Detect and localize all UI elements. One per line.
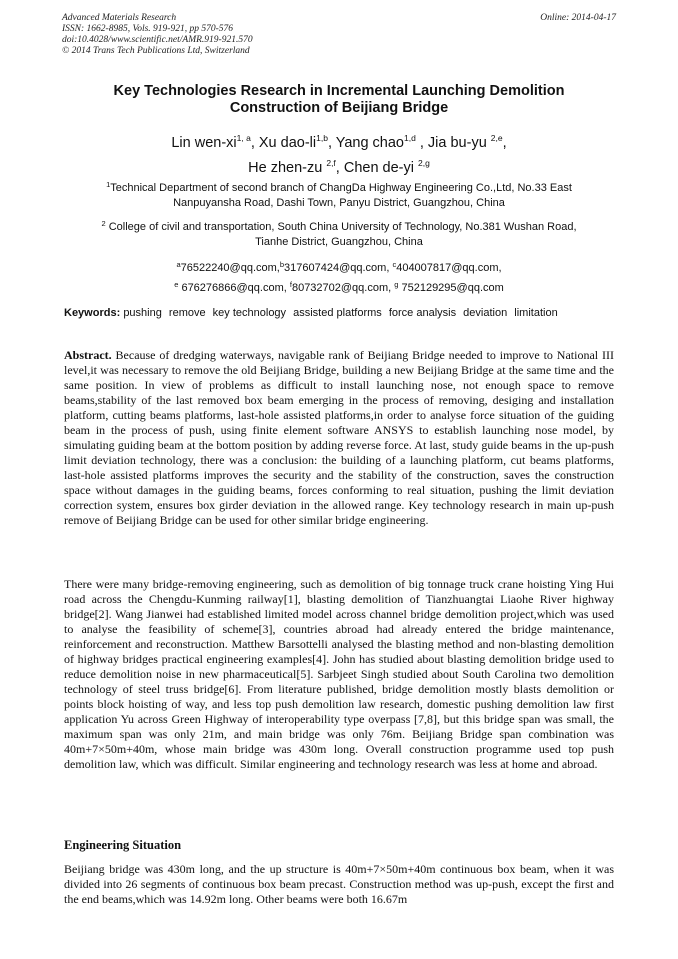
journal-header — [62, 13, 616, 57]
author-name: Xu dao-li — [258, 135, 317, 151]
journal-copyright: © 2014 Trans Tech Publications Ltd, Switzerland — [62, 46, 250, 56]
email-mark: c — [392, 260, 397, 269]
authors-line-2: He zhen-zu $^{2,f}$, Chen de-yi $^{2,g}$ — [248, 158, 430, 176]
author-affiliation-mark: 2,f — [326, 158, 336, 168]
author-affiliation-mark: 1,b — [316, 133, 328, 143]
email-address: 752129295@qq.com — [398, 282, 504, 294]
abstract-text: Because of dredging waterways, navigable rank of Beijiang Bridge needed to improve to National III level,it was necessary to remove the old Beijiang Bridge, building a new Beijiang Bridge at the same time and the same position. In view of problems as difficult to install launching nose, not enough space to remove beams,stability of the last removed box beam emerging in the process of removing, desiging and installation platform, cutting beams platforms, last-hole assisted platforms,in order to analyse force situation of the guiding beam in the process of push, using finite element software ANSYS to establish launching nose model, by simulating guiding beam at the bottom position by adding reverse force. At last, study guide beams in the up-push limit deviation technology, there was a conclusion: the building of a launching platform, cut beams platforms, last-hole assisted platforms improves the security and the stability of the construction, saves the construction space without damages in the guiding beams, forces conforming to real situation, pushing the limit deviation correction system, ensures box girder deviation in the allowed range. Key technology research in main up-push remove of Beijiang Bridge can be used for other similar bridge engineering. — [64, 348, 614, 527]
emails-line-1 — [64, 258, 614, 278]
online-date: Online: 2014-04-17 — [540, 13, 616, 23]
affiliation-number: 1 — [106, 180, 111, 189]
affiliation-text: College of civil and transportation, South China University of Technology, No.381 Wushan Road, — [105, 221, 577, 233]
section-paragraph: Beijiang bridge was 430m long, and the up structure is 40m+7×50m+40m continuous box beam, when it was divided into 26 segments of continuous box beam precast. Construction method was up-push, except the first and the end beams,which was 14.92m long. Other beams were both 16.67m — [64, 862, 614, 906]
abstract — [64, 348, 614, 528]
author-name: He zhen-zu — [248, 160, 323, 176]
email-address: 80732702@qq.com, — [291, 282, 395, 294]
author-name: Yang chao — [335, 135, 404, 151]
author-name: Lin wen-xi — [171, 135, 237, 151]
abstract-label: Abstract. — [64, 348, 112, 362]
affiliation-number: 2 — [101, 219, 106, 228]
author-affiliation-mark: 1, a — [236, 133, 251, 143]
email-mark: b — [279, 260, 285, 269]
authors-line-1: Lin wen-xi$^{1, a}$, Xu dao-li$^{1,b}$, Yang chao$^{1,d}$ , Jia bu-yu $^{2,e}$, — [171, 133, 507, 151]
author-affiliation-mark: 2,g — [418, 158, 430, 168]
affiliation-2-line-1 — [64, 220, 614, 235]
title-line-1: Key Technologies Research in Incremental Launching Demolition — [113, 83, 565, 99]
affiliation-1 — [64, 181, 614, 211]
journal-info — [62, 13, 616, 57]
email-mark: a — [176, 260, 181, 269]
email-address: 76522240@qq.com, — [180, 262, 280, 274]
email-address: 404007817@qq.com, — [396, 262, 502, 274]
affiliation-text: Technical Department of second branch of ChangDa Highway Engineering Co.,Ltd, No.33 East — [110, 182, 572, 194]
keywords — [64, 306, 614, 320]
paper-title — [40, 83, 638, 117]
keyword: deviation — [463, 307, 508, 319]
affiliation-2 — [64, 220, 614, 250]
author-name: Chen de-yi — [343, 160, 414, 176]
intro-paragraph: There were many bridge-removing engineering, such as demolition of big tonnage truck crane hoisting Ying Hui road across the Chengdu-Kunming railway[1], blasting demolition of Tianzhuangtai Liaohe River highway bridge[2]. Wang Jianwei had established limited model across channel bridge demolition project,which was used to analyse the feasibility of scheme[3], countries abroad had already entered the bridge maintenance, reinforcement and reconstruction. Matthew Barsottelli analysed the blasting method and non-blasting demolition of highway bridges practical engineering examples[4]. John has studied about blasting demolition bridge used to reduce demolition noise in new pharmaceutical[5]. Sarbjeet Singh studied about South Carolina two demolition technology of steel truss bridge[6]. From literature published, bridge demolition mostly blasts demolition or points block hoisting of way, and less top push demolition law research, domestic pushing demolition law first application Yu across Green Highway of interoperability type overpass [7,8], but this bridge span was small, the maximum span was only 21m, and main bridge was only 76m. Beijiang Bridge span combination was 40m+7×50m+40m, whose main bridge was 430m long. Overall construction programme used top push demolition law, which was difficult. Similar engineering and technology research was less at home and abroad. — [64, 577, 614, 771]
journal-doi: doi:10.4028/www.scientific.net/AMR.919-921.570 — [62, 35, 253, 45]
keyword: key technology — [212, 307, 287, 319]
author-emails — [64, 258, 614, 298]
affiliation-1-line-1 — [64, 181, 614, 196]
keyword: remove — [168, 307, 206, 319]
affiliation-1-line-2: Nanpuyansha Road, Dashi Town, Panyu District, Guangzhou, China — [173, 197, 505, 209]
author-affiliation-mark: 1,d — [404, 133, 416, 143]
author-name: Jia bu-yu — [427, 135, 487, 151]
emails-line-2 — [64, 278, 614, 298]
journal-issn: ISSN: 1662-8985, Vols. 919-921, pp 570-576 — [62, 24, 233, 34]
section-heading: Engineering Situation — [64, 838, 182, 852]
email-mark: f — [289, 280, 292, 289]
keyword: force analysis — [388, 307, 457, 319]
email-address: 676276866@qq.com, — [178, 282, 290, 294]
author-affiliation-mark: 2,e — [490, 133, 503, 143]
keywords-label: Keywords: — [64, 307, 121, 319]
author-list — [40, 131, 638, 181]
keyword: assisted platforms — [293, 307, 382, 319]
email-mark: e — [174, 280, 179, 289]
keyword: pushing — [123, 307, 162, 319]
email-address: 317607424@qq.com, — [284, 262, 393, 274]
journal-name: Advanced Materials Research — [62, 13, 177, 23]
keyword: limitation — [514, 307, 558, 319]
title-line-2: Construction of Beijiang Bridge — [229, 100, 449, 116]
affiliation-2-line-2: Tianhe District, Guangzhou, China — [255, 236, 423, 248]
email-mark: g — [394, 280, 399, 289]
